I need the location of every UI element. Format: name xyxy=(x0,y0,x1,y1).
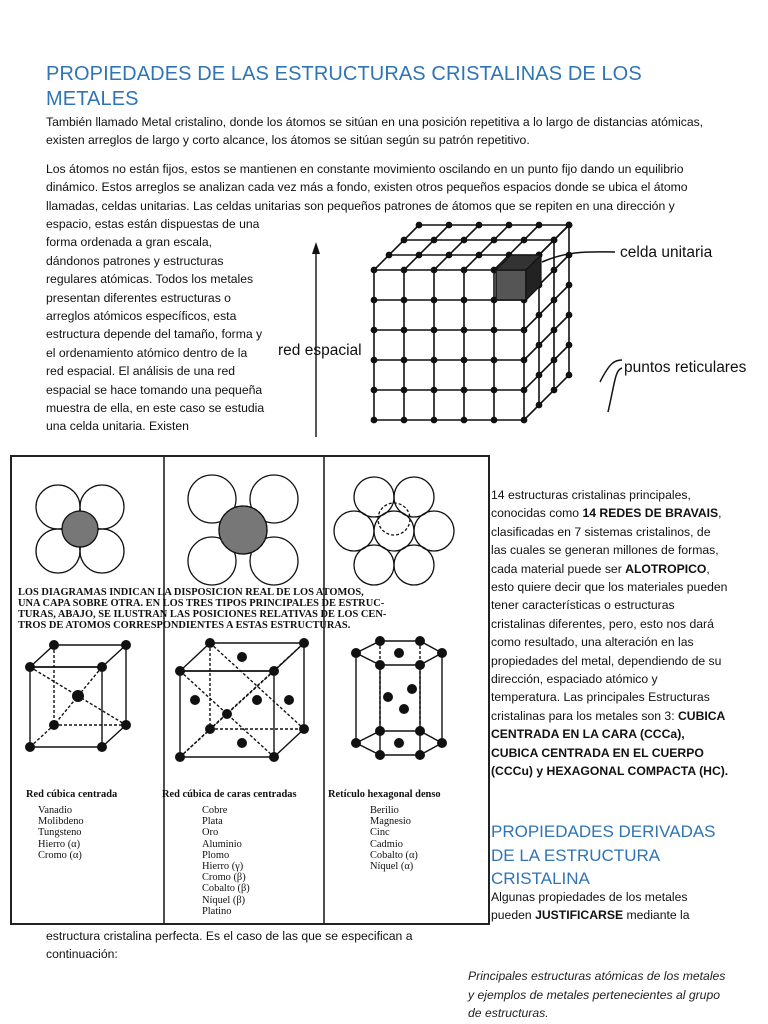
lattice-point xyxy=(401,327,406,332)
lattice-point xyxy=(551,267,556,272)
lattice-point xyxy=(371,387,376,392)
lattice-point xyxy=(521,387,526,392)
lattice-line xyxy=(374,225,419,270)
metal-item: Níquel (α) xyxy=(370,861,414,873)
lattice-point xyxy=(461,387,466,392)
lattice-point xyxy=(566,222,571,227)
metal-item: Cadmio xyxy=(370,838,403,850)
lattice-point xyxy=(401,237,406,242)
text-run: , esto quiere decir que los materiales pueden tener características o estructuras cristalinas diferentes, pero, esto nos dará como resultado, una alteración en las propiedades del metal, dependiendo de su dirección, espaciado atómico y temperatura. Las principales Estructuras cristalinas para los metales son 3: xyxy=(491,561,728,723)
lattice-point xyxy=(431,357,436,362)
lattice-point xyxy=(551,387,556,392)
lattice-point xyxy=(416,222,421,227)
figure-caption: Principales estructuras atómicas de los metales y ejemplos de metales pertenecientes al grupo de estructuras. xyxy=(468,969,726,1020)
metal-item: Aluminio xyxy=(202,838,242,850)
section-heading: PROPIEDADES DERIVADAS DE LA ESTRUCTURA CRISTALINA xyxy=(491,822,716,888)
lattice-point xyxy=(521,357,526,362)
metal-item: Plata xyxy=(202,816,223,828)
arrow-head xyxy=(312,242,320,254)
lattice-grid xyxy=(371,222,571,422)
metal-item: Platino xyxy=(202,905,232,917)
lattice-point xyxy=(521,327,526,332)
metal-item: Níquel (β) xyxy=(202,894,246,906)
lattice-point xyxy=(461,417,466,422)
fcc-packing xyxy=(188,475,298,585)
lattice-point xyxy=(446,252,451,257)
metal-item: Magnesio xyxy=(370,816,411,828)
metal-item: Cobalto (α) xyxy=(370,849,418,861)
lattice-point xyxy=(461,327,466,332)
description-line: TURAS, ABAJO, SE ILUSTRAN LAS POSICIONES RELATIVAS DE LOS CEN- xyxy=(18,609,387,620)
lattice-point xyxy=(551,357,556,362)
lattice-point xyxy=(566,282,571,287)
text-run: , clasificadas en 7 sistemas cristalinos, de las cuales se generan millones de formas, cada material puede ser xyxy=(491,506,722,576)
hcp-cell xyxy=(356,641,442,755)
metal-item: Molibdeno xyxy=(38,816,84,828)
bold-run: CUBICA CENTRADA EN LA CARA (CCCa), CUBICA CENTRADA EN EL CUERPO (CCCu) y HEXAGONAL COMPACTA (HC). xyxy=(491,708,729,779)
lattice-point xyxy=(431,327,436,332)
hcp-metals-list xyxy=(370,805,418,872)
lattice-point xyxy=(476,252,481,257)
lattice-point xyxy=(401,267,406,272)
metal-item: Cromo (α) xyxy=(38,849,82,861)
bcc-metals-list xyxy=(38,805,84,861)
hcp-atoms xyxy=(351,636,447,760)
label-fcc: Red cúbica de caras centradas xyxy=(162,789,297,800)
bcc-packing xyxy=(36,485,124,573)
lattice-point xyxy=(536,222,541,227)
text-run: 14 estructuras cristalinas principales, conocidas como xyxy=(491,488,691,521)
lattice-point xyxy=(491,237,496,242)
lattice-point xyxy=(536,312,541,317)
label-space-lattice: red espacial xyxy=(278,342,362,359)
lattice-point xyxy=(521,237,526,242)
lattice-paragraph: espacio, estas están dispuestas de una forma ordenada a gran escala, dándonos patrones y estructuras regulares atómicas. Todos los metales presentan diferentes estructuras o arreglos atómicos específicos, esta estructura depende del tamaño, forma y el ordenamiento atómico dentro de la red espacial. El análisis de una red espacial se hace tomando una pequeña muestra de ella, en este caso se estudia una celda unitaria. Existen xyxy=(46,217,265,434)
label-unit-cell: celda unitaria xyxy=(620,244,713,261)
metal-item: Tungsteno xyxy=(38,827,82,839)
intro-paragraph: También llamado Metal cristalino, donde los átomos se sitúan en una posición repetitiva a lo largo de distancias atómicas, existen arreglos de largo y corto alcance, los átomos se sitúan según su patrón repetitivo. xyxy=(46,115,704,148)
lattice-point xyxy=(401,357,406,362)
lattice-point xyxy=(371,297,376,302)
lattice-point xyxy=(551,297,556,302)
description-line: LOS DIAGRAMAS INDICAN LA DISPOSICION REAL DE LOS ATOMOS, xyxy=(18,587,364,598)
metal-item: Hierro (γ) xyxy=(202,861,244,873)
bold-run: 14 REDES DE BRAVAIS xyxy=(582,506,719,521)
lattice-point xyxy=(431,297,436,302)
lattice-point xyxy=(431,387,436,392)
lattice-point xyxy=(431,237,436,242)
lattice-point xyxy=(401,417,406,422)
metal-item: Berilio xyxy=(370,805,399,816)
bold-run: ALOTROPICO xyxy=(625,561,707,576)
space-lattice-figure xyxy=(270,212,760,462)
lattice-point xyxy=(536,342,541,347)
metal-item: Cromo (β) xyxy=(202,872,246,884)
lattice-point xyxy=(476,222,481,227)
crystal-structures-figure xyxy=(10,455,490,925)
metal-item: Cobre xyxy=(202,805,228,816)
label-hcp: Retículo hexagonal denso xyxy=(328,789,441,800)
lattice-point xyxy=(491,327,496,332)
lattice-point xyxy=(431,267,436,272)
description-line: UNA CAPA SOBRE OTRA. EN LOS TRES TIPOS PRINCIPALES DE ESTRUC- xyxy=(18,598,385,609)
lattice-point xyxy=(491,387,496,392)
lattice-points-pointer-2 xyxy=(608,368,622,412)
atoms-paragraph: Los átomos no están fijos, estos se mantienen en constante movimiento oscilando en un punto fijo dando un equilibrio dinámico. Estos arreglos se analizan cada vez más a fondo, existen otros pequeños espacios donde se ubica el átomo llamadas, celdas unitarias. Las celdas unitarias son pequeños patrones de átomos que se repiten en una dirección y xyxy=(46,162,688,213)
lattice-point xyxy=(461,237,466,242)
lattice-point xyxy=(446,222,451,227)
lattice-point xyxy=(551,237,556,242)
metal-item: Cobalto (β) xyxy=(202,883,250,895)
lattice-point xyxy=(461,267,466,272)
unit-cell-highlight xyxy=(496,270,526,300)
lattice-line xyxy=(524,375,569,420)
lattice-line xyxy=(524,345,569,390)
lattice-point xyxy=(386,252,391,257)
lattice-point xyxy=(536,402,541,407)
lattice-point xyxy=(431,417,436,422)
lattice-point xyxy=(491,357,496,362)
label-lattice-points: puntos reticulares xyxy=(624,359,747,376)
properties-paragraph xyxy=(491,888,729,925)
lattice-point xyxy=(401,297,406,302)
lattice-line xyxy=(434,225,479,270)
lattice-point xyxy=(461,297,466,302)
lattice-point xyxy=(566,312,571,317)
page-title: PROPIEDADES DE LAS ESTRUCTURAS CRISTALINAS DE LOS METALES xyxy=(46,63,642,110)
lattice-point xyxy=(506,222,511,227)
lattice-point xyxy=(371,327,376,332)
bold-run: JUSTIFICARSE xyxy=(535,908,624,923)
fcc-metals-list xyxy=(202,805,250,917)
lattice-point xyxy=(536,372,541,377)
lattice-point xyxy=(566,372,571,377)
label-bcc: Red cúbica centrada xyxy=(26,789,118,800)
lattice-point xyxy=(566,342,571,347)
lattice-point xyxy=(371,417,376,422)
lattice-point xyxy=(371,357,376,362)
text-run: mediante la xyxy=(623,908,690,923)
metal-item: Hierro (α) xyxy=(38,838,81,850)
bravais-paragraph xyxy=(491,486,729,781)
text-run: Algunas propiedades de los metales pueden xyxy=(491,890,688,923)
description-line: TROS DE ATOMOS CORRESPONDIENTES A ESTAS ESTRUCTURAS. xyxy=(18,620,351,631)
lattice-line xyxy=(404,225,449,270)
continuation-paragraph: estructura cristalina perfecta. Es el caso de las que se especifican a continuación: xyxy=(46,929,413,962)
hcp-packing xyxy=(334,477,454,585)
structures-description xyxy=(18,587,458,631)
metal-item: Oro xyxy=(202,827,219,839)
lattice-point xyxy=(551,327,556,332)
lattice-point xyxy=(401,387,406,392)
lattice-point xyxy=(521,417,526,422)
lattice-point xyxy=(371,267,376,272)
lattice-point xyxy=(416,252,421,257)
lattice-point xyxy=(461,357,466,362)
lattice-point xyxy=(491,417,496,422)
lattice-line xyxy=(524,315,569,360)
unit-cell-pointer xyxy=(542,252,615,262)
metal-item: Vanadio xyxy=(38,805,73,816)
metal-item: Plomo xyxy=(202,849,230,861)
metal-item: Cinc xyxy=(370,827,390,839)
